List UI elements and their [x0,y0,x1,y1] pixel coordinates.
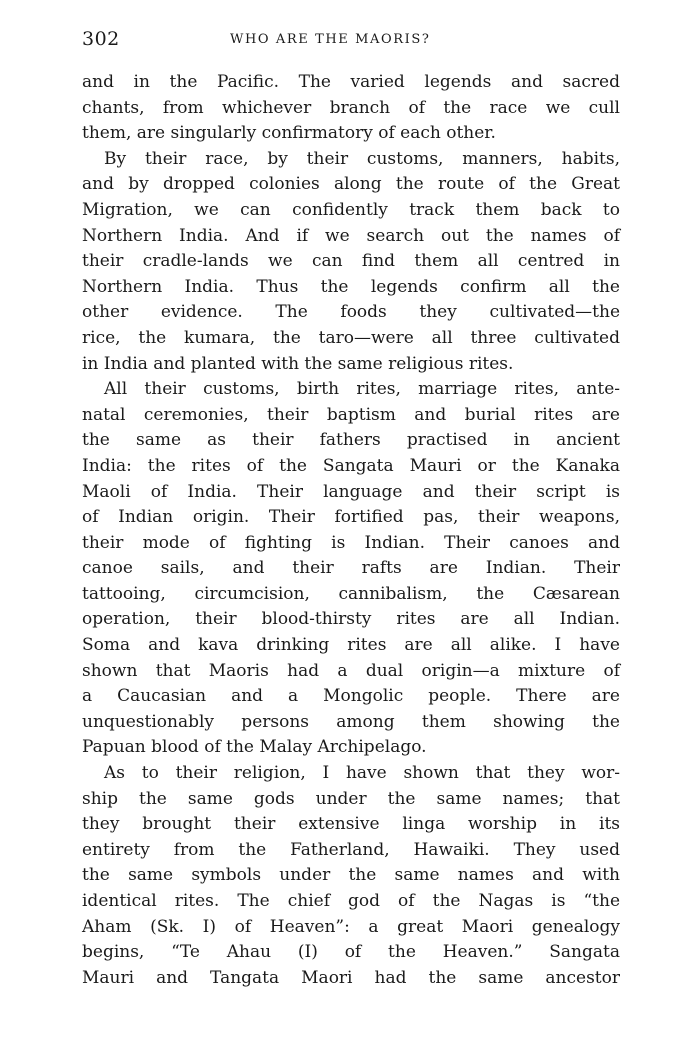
text-line: the same as their fathers practised in ancient [82,430,620,451]
text-line: canoe sails, and their rafts are Indian. Their [82,558,620,579]
text-line: their mode of fighting is Indian. Their canoes and [82,532,620,553]
running-title: WHO ARE THE MAORIS? [230,32,431,47]
text-line: Northern India. Thus the legends confirm all the [82,276,620,297]
text-line: Papuan blood of the Malay Archipelago. [82,737,427,758]
text-line: and in the Pacific. The varied legends and sacred [82,72,620,92]
text-line: operation, their blood-thirsty rites are all Indian. [82,609,620,630]
text-line: tattooing, circumcision, cannibalism, the Cæsarean [82,583,620,604]
text-line: natal ceremonies, their baptism and burial rites are [82,404,620,425]
text-line: shown that Maoris had a dual origin—a mixture of [82,660,620,681]
page-header [82,28,620,52]
text-line: Aham (Sk. I) of Heaven”: a great Maori genealogy [82,916,620,937]
text-line: Mauri and Tangata Maori had the same ancestor [82,967,620,988]
text-line: begins, “Te Ahau (I) of the Heaven.” Sangata [82,942,620,963]
text-line: their cradle-lands we can find them all centred in [82,251,620,272]
body-text [82,70,620,991]
text-line: Northern India. And if we search out the names of [82,225,620,246]
paragraph-3 [82,377,620,761]
text-line: of Indian origin. Their fortified pas, their weapons, [82,507,620,528]
text-line: ship the same gods under the same names; that [82,788,620,809]
text-line: and by dropped colonies along the route of the Great [82,174,620,195]
text-line: them, are singularly confirmatory of each other. [82,123,496,144]
text-line: Maoli of India. Their language and their script is [82,481,620,502]
text-line: India: the rites of the Sangata Mauri or the Kanaka [82,455,620,476]
text-line: chants, from whichever branch of the race we cull [82,97,620,118]
text-line: Migration, we can confidently track them back to [82,199,620,220]
paragraph-4 [82,761,620,991]
text-line: All their customs, birth rites, marriage rites, ante- [104,379,620,400]
text-line: a Caucasian and a Mongolic people. There are [82,686,620,707]
text-line: Soma and kava drinking rites are all alike. I have [82,635,620,656]
text-line: By their race, by their customs, manners, habits, [104,148,620,169]
text-line: the same symbols under the same names and with [82,865,620,886]
text-line: identical rites. The chief god of the Nagas is “the [82,891,620,911]
text-line: unquestionably persons among them showing the [82,711,620,732]
text-line: in India and planted with the same religious rites. [82,353,514,374]
paragraph-2 [82,147,620,377]
text-line: rice, the kumara, the taro—were all three cultivated [82,327,620,348]
text-line: they brought their extensive linga worship in its [82,814,620,835]
text-line: As to their religion, I have shown that they wor- [104,763,620,784]
page-number: 302 [82,28,120,50]
text-line: other evidence. The foods they cultivated—the [82,302,620,323]
text-line: entirety from the Fatherland, Hawaiki. They used [82,839,620,860]
paragraph-1 [82,70,620,147]
